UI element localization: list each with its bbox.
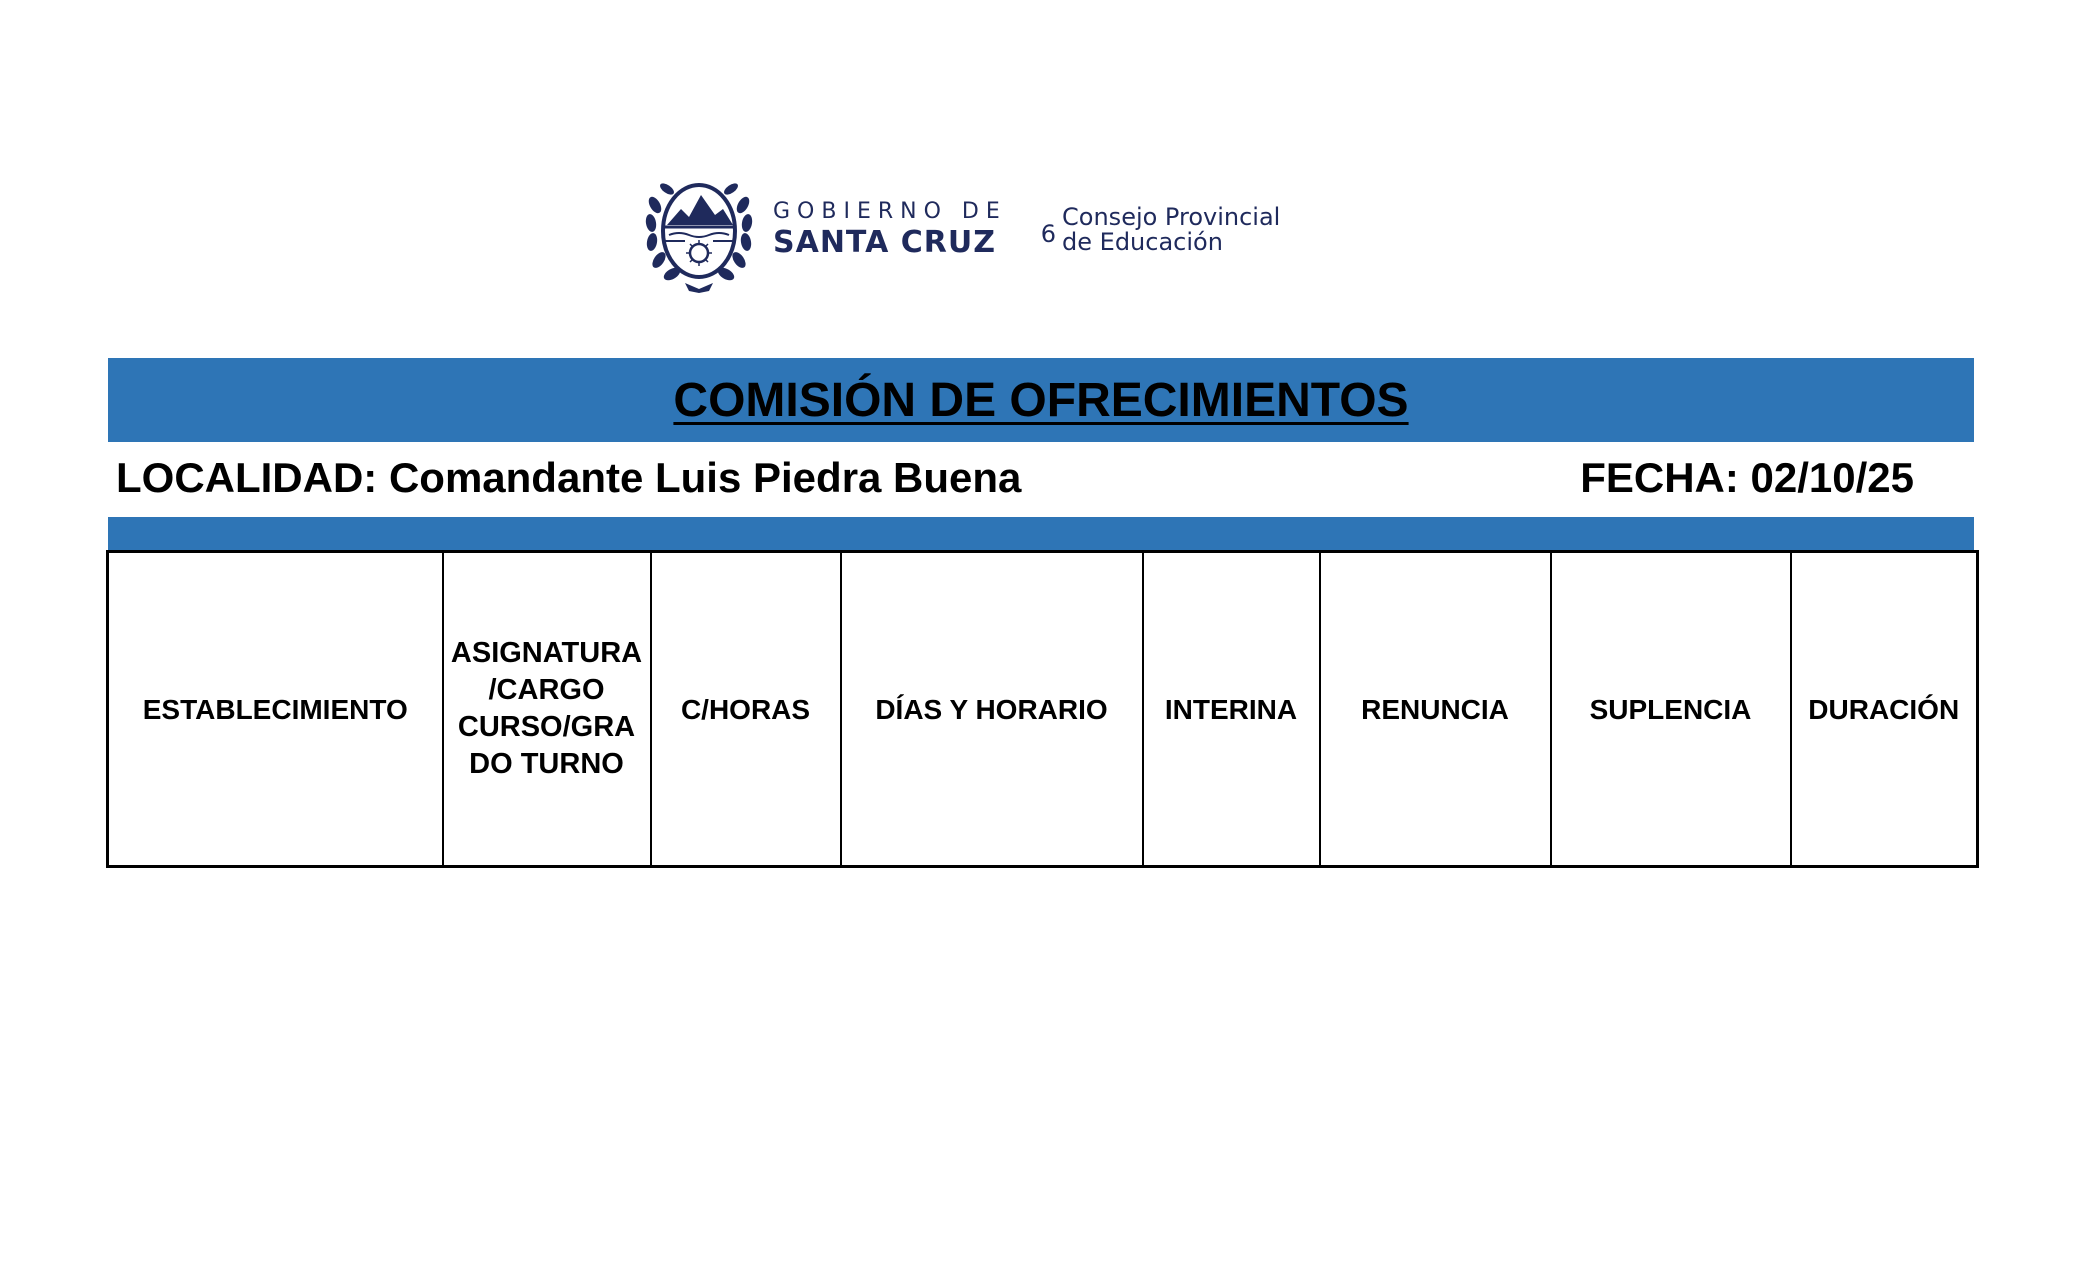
col-interina: INTERINA: [1143, 552, 1320, 867]
provincial-seal-icon: [645, 165, 753, 295]
col-establecimiento: ESTABLECIMIENTO: [108, 552, 443, 867]
page-title: COMISIÓN DE OFRECIMIENTOS: [673, 373, 1409, 427]
col-horas: C/HORAS: [651, 552, 841, 867]
info-row: [108, 450, 1974, 508]
col-suplencia: SUPLENCIA: [1551, 552, 1791, 867]
cpe-line-1: Consejo Provincial: [1062, 203, 1281, 231]
table-header-row: [108, 552, 1978, 867]
col-duracion: DURACIÓN: [1791, 552, 1978, 867]
localidad-label: LOCALIDAD: Comandante Luis Piedra Buena: [116, 454, 1022, 501]
government-wordmark: [773, 199, 1007, 261]
col-asignatura: ASIGNATURA /CARGO CURSO/GRA DO TURNO: [443, 552, 651, 867]
header-logo-block: [645, 165, 1280, 295]
col-renuncia: RENUNCIA: [1320, 552, 1551, 867]
blue-divider-bar: [108, 517, 1974, 551]
gov-line-2: SANTA CRUZ: [773, 225, 996, 260]
cpe-line-2: de Educación: [1062, 228, 1223, 256]
title-banner: [108, 358, 1974, 442]
fecha-label: FECHA: 02/10/25: [1580, 454, 1914, 501]
col-dias-horario: DÍAS Y HORARIO: [841, 552, 1143, 867]
consejo-provincial-mark: [1041, 205, 1281, 255]
gov-line-1: GOBIERNO DE: [773, 199, 1007, 224]
offers-table: [106, 550, 1979, 868]
cpe-number: 6: [1040, 220, 1057, 248]
